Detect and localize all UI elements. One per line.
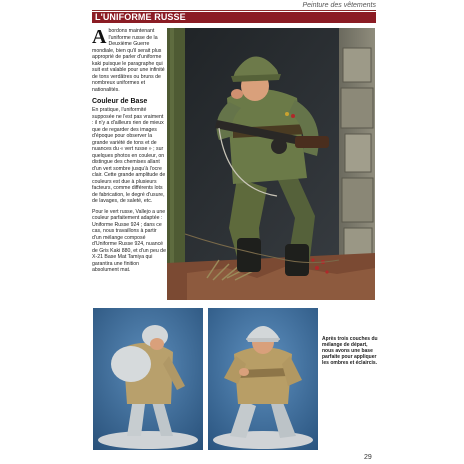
header-rule xyxy=(92,10,376,11)
drop-cap: A xyxy=(92,26,107,48)
main-photo xyxy=(167,28,375,300)
photo-caption: Après trois couches du mélange de départ, nous avons une base parfaite pour appliquer les ombres et éclaircis. xyxy=(322,336,378,366)
intro-text: bordons maintenant l'uniforme russe de la Deuxième Guerre mondiale, bien qu'il serait plus approprié de parler d'uniforme kaki puisque le paragraphe qui suit est valable pour une infinité de tons verdâtres ou bruns de nombreux uniformes et nationalités. xyxy=(92,28,165,93)
running-head: Peinture des vêtements xyxy=(302,2,376,9)
figure-front-view-illustration xyxy=(208,308,318,450)
figure-back-view-illustration xyxy=(93,308,203,450)
intro-paragraph xyxy=(92,28,166,93)
page-title: L'UNIFORME RUSSE xyxy=(95,12,186,22)
body-paragraph-1: En pratique, l'uniformité supposée ne l'est pas vraiment : il n'y a d'ailleurs rien de mieux que de regarder des images d'époque pour observer la grande variété de tons et de nuances du « vert russe » ; sur quelques photos en couleur, on distingue des chemises allant d'un vert sombre jusqu'à l'ocre clair. Cette grande amplitude de couleurs est due à plusieurs facteurs, comme différents lots de fabrication, le degré d'usure, de lavages, de saleté, etc. xyxy=(92,107,166,204)
back-view-photo xyxy=(93,308,203,450)
body-paragraph-2: Pour le vert russe, Vallejo a une couleur parfaitement adaptée : Uniforme Russe 924 ; dans ce cas, nous travaillons à partir d'un mélange composé d'Uniforme Russe 924, nuancé de Gris Kaki 880, et d'un peu de X-21 Base Mat Tamiya qui garantira une finition absolument mat. xyxy=(92,208,166,273)
section-heading: Couleur de Base xyxy=(92,98,148,105)
front-view-photo xyxy=(208,308,318,450)
page-number: 29 xyxy=(364,454,372,461)
soldier-figure-illustration xyxy=(167,28,375,300)
title-bar xyxy=(92,12,376,23)
text-column xyxy=(92,28,166,278)
